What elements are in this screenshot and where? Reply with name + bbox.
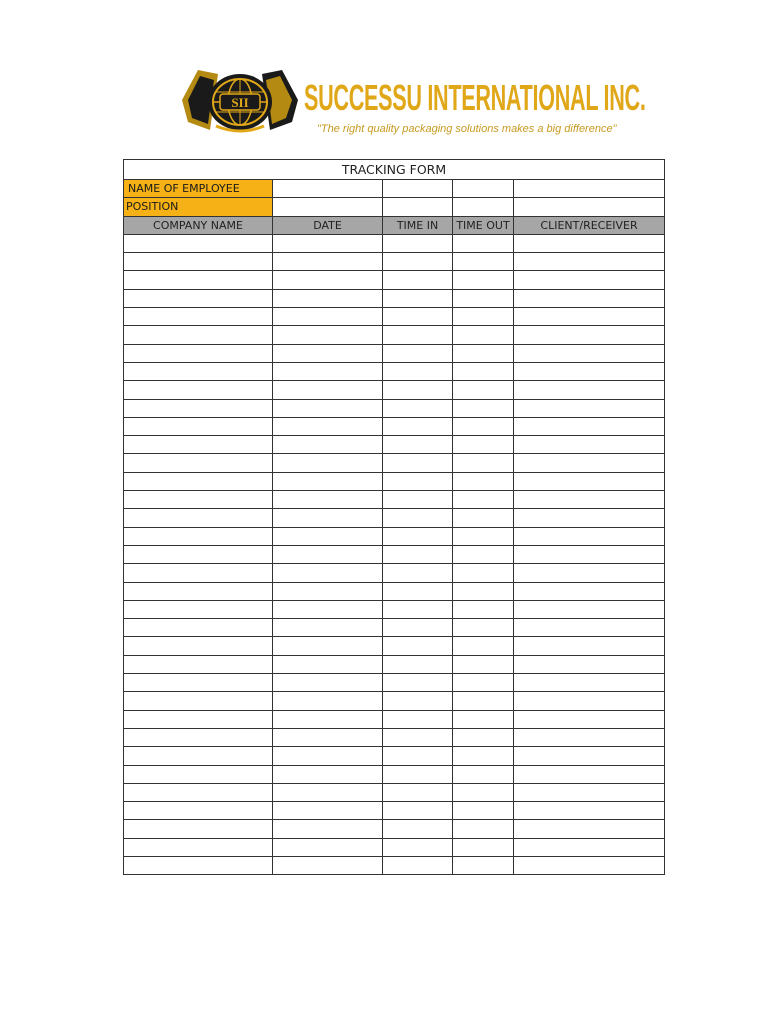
title-row	[124, 160, 665, 180]
entry-cell[interactable]	[273, 344, 383, 362]
column-header-time-in: TIME IN	[383, 216, 453, 234]
entry-cell[interactable]	[514, 564, 665, 582]
table-row	[124, 344, 665, 362]
entry-cell[interactable]	[124, 509, 273, 527]
entry-cell[interactable]	[383, 619, 453, 637]
entry-cell[interactable]	[453, 509, 514, 527]
entry-cell[interactable]	[383, 856, 453, 874]
entry-cell[interactable]	[124, 399, 273, 417]
entry-cell[interactable]	[453, 692, 514, 710]
entry-cell[interactable]	[453, 765, 514, 783]
entry-cell[interactable]	[273, 564, 383, 582]
column-header-row	[124, 216, 665, 234]
entry-cell[interactable]	[383, 710, 453, 728]
entry-cell[interactable]	[514, 728, 665, 746]
entry-cell[interactable]	[514, 692, 665, 710]
entry-cell[interactable]	[273, 308, 383, 326]
table-row	[124, 454, 665, 472]
table-row	[124, 820, 665, 838]
entry-cell[interactable]	[124, 454, 273, 472]
entry-cell[interactable]	[453, 417, 514, 435]
entry-cell[interactable]	[124, 710, 273, 728]
entry-cell[interactable]	[514, 765, 665, 783]
entry-cell[interactable]	[124, 619, 273, 637]
entry-cell[interactable]	[124, 362, 273, 380]
table-row	[124, 747, 665, 765]
entry-cell[interactable]	[383, 802, 453, 820]
entry-cell[interactable]	[453, 637, 514, 655]
entry-cell[interactable]	[383, 234, 453, 252]
entry-cell[interactable]	[273, 674, 383, 692]
entry-cell[interactable]	[124, 728, 273, 746]
table-row	[124, 564, 665, 582]
entry-cell[interactable]	[383, 253, 453, 271]
entry-cell[interactable]	[453, 362, 514, 380]
entry-cell[interactable]	[383, 600, 453, 618]
entry-cell[interactable]	[273, 362, 383, 380]
entry-cell[interactable]	[273, 527, 383, 545]
entry-cell[interactable]	[514, 326, 665, 344]
entry-cell[interactable]	[273, 765, 383, 783]
entry-cell[interactable]	[273, 271, 383, 289]
company-name: SUCCESSU INTERNATIONAL INC.	[304, 77, 646, 118]
entry-cell[interactable]	[273, 436, 383, 454]
entry-cell[interactable]	[383, 362, 453, 380]
table-row	[124, 838, 665, 856]
entry-cell[interactable]	[383, 436, 453, 454]
table-row	[124, 856, 665, 874]
position-value-cell[interactable]	[514, 198, 665, 216]
table-row	[124, 362, 665, 380]
table-row	[124, 655, 665, 673]
entry-cell[interactable]	[514, 674, 665, 692]
entry-cell[interactable]	[383, 838, 453, 856]
table-row	[124, 509, 665, 527]
entry-cell[interactable]	[273, 399, 383, 417]
entry-cell[interactable]	[453, 655, 514, 673]
company-tagline: "The right quality packaging solutions makes a big difference"	[317, 123, 617, 135]
position-value-cell[interactable]	[273, 198, 383, 216]
employee-row	[124, 180, 665, 198]
company-logo	[180, 66, 646, 138]
entry-cell[interactable]	[124, 637, 273, 655]
entry-cell[interactable]	[383, 728, 453, 746]
entry-cell[interactable]	[273, 802, 383, 820]
employee-value-cell[interactable]	[453, 180, 514, 198]
entry-cell[interactable]	[514, 381, 665, 399]
table-row	[124, 637, 665, 655]
entry-cell[interactable]	[383, 765, 453, 783]
entry-cell[interactable]	[124, 326, 273, 344]
entry-cell[interactable]	[273, 289, 383, 307]
entry-cell[interactable]	[273, 637, 383, 655]
entry-cell[interactable]	[383, 454, 453, 472]
entry-cell[interactable]	[453, 710, 514, 728]
table-row	[124, 527, 665, 545]
entry-cell[interactable]	[453, 308, 514, 326]
entry-cell[interactable]	[273, 472, 383, 490]
table-row	[124, 491, 665, 509]
entry-cell[interactable]	[124, 491, 273, 509]
entry-cell[interactable]	[383, 655, 453, 673]
entry-cell[interactable]	[514, 856, 665, 874]
entry-cell[interactable]	[383, 381, 453, 399]
entry-cell[interactable]	[514, 509, 665, 527]
table-row	[124, 234, 665, 252]
table-row	[124, 765, 665, 783]
column-header-client-receiver: CLIENT/RECEIVER	[514, 216, 665, 234]
entry-cell[interactable]	[383, 344, 453, 362]
table-row	[124, 436, 665, 454]
entry-cell[interactable]	[453, 472, 514, 490]
employee-value-cell[interactable]	[514, 180, 665, 198]
entry-cell[interactable]	[453, 820, 514, 838]
table-row	[124, 783, 665, 801]
entry-cell[interactable]	[124, 527, 273, 545]
entry-cell[interactable]	[383, 582, 453, 600]
entry-cell[interactable]	[383, 674, 453, 692]
position-value-cell[interactable]	[383, 198, 453, 216]
entry-cell[interactable]	[124, 655, 273, 673]
table-row	[124, 600, 665, 618]
entry-cell[interactable]	[514, 838, 665, 856]
entry-cell[interactable]	[453, 802, 514, 820]
entry-cell[interactable]	[514, 308, 665, 326]
entry-cell[interactable]	[273, 454, 383, 472]
entry-cell[interactable]	[514, 234, 665, 252]
entry-cell[interactable]	[273, 710, 383, 728]
entry-cell[interactable]	[453, 545, 514, 563]
entry-cell[interactable]	[453, 399, 514, 417]
column-header-company-name: COMPANY NAME	[124, 216, 273, 234]
entry-cell[interactable]	[383, 271, 453, 289]
entry-cell[interactable]	[514, 344, 665, 362]
entry-cell[interactable]	[453, 838, 514, 856]
entry-cell[interactable]	[514, 655, 665, 673]
entry-cell[interactable]	[124, 564, 273, 582]
position-row	[124, 198, 665, 216]
entry-cell[interactable]	[383, 491, 453, 509]
entry-cell[interactable]	[514, 527, 665, 545]
entry-cell[interactable]	[514, 399, 665, 417]
entry-cell[interactable]	[273, 381, 383, 399]
entry-cell[interactable]	[514, 783, 665, 801]
table-row	[124, 253, 665, 271]
entry-cell[interactable]	[273, 783, 383, 801]
entry-cell[interactable]	[124, 692, 273, 710]
entry-cell[interactable]	[383, 308, 453, 326]
entry-cell[interactable]	[383, 637, 453, 655]
entry-cell[interactable]	[453, 289, 514, 307]
table-row	[124, 674, 665, 692]
entry-cell[interactable]	[514, 747, 665, 765]
entry-cell[interactable]	[124, 600, 273, 618]
entry-cell[interactable]	[273, 491, 383, 509]
entry-cell[interactable]	[514, 802, 665, 820]
table-row	[124, 692, 665, 710]
entry-cell[interactable]	[124, 308, 273, 326]
entry-cell[interactable]	[453, 436, 514, 454]
entry-cell[interactable]	[514, 436, 665, 454]
entry-cell[interactable]	[514, 362, 665, 380]
employee-value-cell[interactable]	[273, 180, 383, 198]
entry-cell[interactable]	[124, 417, 273, 435]
entry-cell[interactable]	[383, 527, 453, 545]
svg-text:SII: SII	[231, 95, 249, 110]
entry-cell[interactable]	[273, 545, 383, 563]
entry-cell[interactable]	[514, 582, 665, 600]
tracking-form-table	[123, 159, 665, 875]
entry-cell[interactable]	[383, 509, 453, 527]
table-row	[124, 289, 665, 307]
entry-cell[interactable]	[453, 600, 514, 618]
entry-cell[interactable]	[273, 326, 383, 344]
entry-cell[interactable]	[273, 692, 383, 710]
entry-cell[interactable]	[273, 838, 383, 856]
entry-cell[interactable]	[514, 545, 665, 563]
column-header-time-out: TIME OUT	[453, 216, 514, 234]
entry-cell[interactable]	[453, 344, 514, 362]
table-row	[124, 619, 665, 637]
entry-cell[interactable]	[383, 564, 453, 582]
entry-cell[interactable]	[124, 381, 273, 399]
entry-cell[interactable]	[453, 564, 514, 582]
entry-cell[interactable]	[124, 271, 273, 289]
entry-cell[interactable]	[514, 710, 665, 728]
entry-cell[interactable]	[453, 454, 514, 472]
entry-cell[interactable]	[124, 344, 273, 362]
entry-cell[interactable]	[383, 545, 453, 563]
form-title: TRACKING FORM	[124, 160, 665, 180]
entry-cell[interactable]	[124, 802, 273, 820]
entry-cell[interactable]	[453, 271, 514, 289]
employee-label: NAME OF EMPLOYEE	[124, 180, 273, 198]
table-row	[124, 271, 665, 289]
entry-cell[interactable]	[383, 747, 453, 765]
entry-cell[interactable]	[453, 783, 514, 801]
entry-cell[interactable]	[273, 417, 383, 435]
entry-cell[interactable]	[273, 856, 383, 874]
entry-cell[interactable]	[453, 326, 514, 344]
entry-cell[interactable]	[453, 582, 514, 600]
entry-cell[interactable]	[273, 619, 383, 637]
entry-cell[interactable]	[273, 253, 383, 271]
entry-cell[interactable]	[514, 417, 665, 435]
table-row	[124, 308, 665, 326]
entry-cell[interactable]	[514, 637, 665, 655]
entry-cell[interactable]	[124, 820, 273, 838]
entry-cell[interactable]	[383, 692, 453, 710]
entry-cell[interactable]	[453, 253, 514, 271]
table-row	[124, 472, 665, 490]
entry-cell[interactable]	[514, 491, 665, 509]
entry-cell[interactable]	[124, 545, 273, 563]
entry-cell[interactable]	[273, 509, 383, 527]
entry-cell[interactable]	[514, 472, 665, 490]
entry-cell[interactable]	[453, 728, 514, 746]
entry-cell[interactable]	[514, 454, 665, 472]
table-row	[124, 582, 665, 600]
entry-cell[interactable]	[124, 856, 273, 874]
entry-cell[interactable]	[124, 436, 273, 454]
globe-emblem-icon	[180, 66, 300, 138]
entry-cell[interactable]	[273, 234, 383, 252]
entry-cell[interactable]	[453, 527, 514, 545]
entry-cell[interactable]	[383, 472, 453, 490]
entry-cell[interactable]	[383, 289, 453, 307]
entry-cell[interactable]	[453, 491, 514, 509]
table-row	[124, 326, 665, 344]
entry-cell[interactable]	[124, 674, 273, 692]
entry-cell[interactable]	[514, 600, 665, 618]
table-row	[124, 417, 665, 435]
entry-cell[interactable]	[273, 600, 383, 618]
position-label: POSITION	[124, 198, 273, 216]
column-header-date: DATE	[273, 216, 383, 234]
entry-cell[interactable]	[453, 619, 514, 637]
table-row	[124, 381, 665, 399]
entry-cell[interactable]	[514, 619, 665, 637]
entry-cell[interactable]	[453, 674, 514, 692]
table-row	[124, 399, 665, 417]
entry-cell[interactable]	[124, 289, 273, 307]
entry-cell[interactable]	[453, 234, 514, 252]
entry-cell[interactable]	[383, 399, 453, 417]
entry-cell[interactable]	[383, 417, 453, 435]
table-row	[124, 545, 665, 563]
entry-cell[interactable]	[124, 765, 273, 783]
employee-value-cell[interactable]	[383, 180, 453, 198]
table-row	[124, 710, 665, 728]
entry-cell[interactable]	[273, 582, 383, 600]
entry-cell[interactable]	[273, 820, 383, 838]
entry-cell[interactable]	[124, 253, 273, 271]
entry-cell[interactable]	[383, 326, 453, 344]
entry-cell[interactable]	[273, 655, 383, 673]
entry-cell[interactable]	[514, 289, 665, 307]
entry-cell[interactable]	[124, 582, 273, 600]
entry-cell[interactable]	[124, 472, 273, 490]
table-row	[124, 728, 665, 746]
entry-cell[interactable]	[514, 253, 665, 271]
entry-cell[interactable]	[514, 820, 665, 838]
entry-cell[interactable]	[514, 271, 665, 289]
entry-cell[interactable]	[124, 747, 273, 765]
entry-cell[interactable]	[124, 234, 273, 252]
entry-cell[interactable]	[273, 747, 383, 765]
table-row	[124, 802, 665, 820]
entry-cell[interactable]	[124, 838, 273, 856]
entry-cell[interactable]	[453, 856, 514, 874]
entry-cell[interactable]	[124, 783, 273, 801]
entry-cell[interactable]	[453, 747, 514, 765]
entry-cell[interactable]	[383, 783, 453, 801]
position-value-cell[interactable]	[453, 198, 514, 216]
entry-cell[interactable]	[273, 728, 383, 746]
entry-cell[interactable]	[383, 820, 453, 838]
entry-cell[interactable]	[453, 381, 514, 399]
